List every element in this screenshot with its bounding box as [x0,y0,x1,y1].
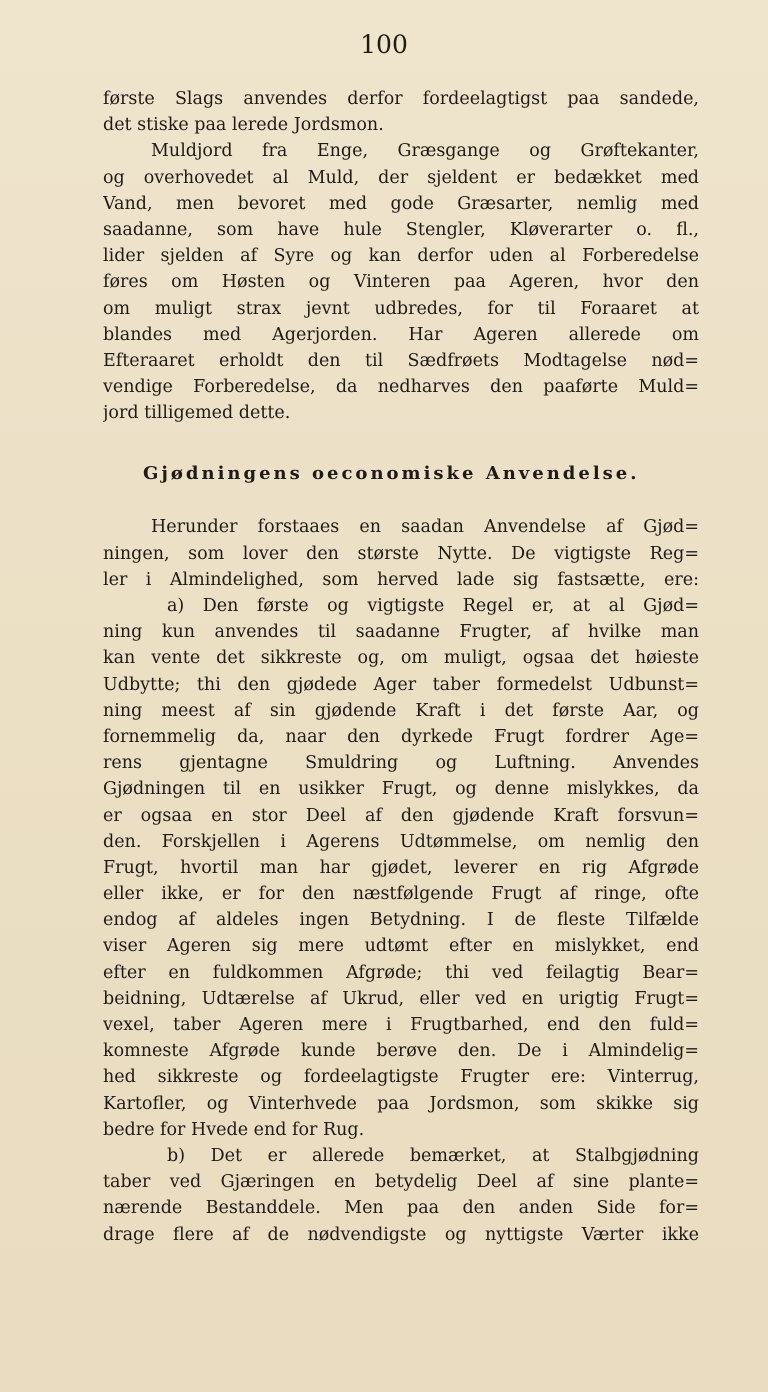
text-line: endog af aldeles ingen Betydning. I de fleste Tilfælde [103,910,699,931]
text-line: Herunder forstaaes en saadan Anvendelse af Gjød= [151,517,699,538]
text-line: viser Ageren sig mere udtømt efter en mislykket, end [103,936,699,957]
body-text [103,86,699,1248]
text-line: jord tilligemed dette. [103,403,291,424]
paragraph-rule-b [103,1143,699,1248]
text-line: ning meest af sin gjødende Kraft i det første Aar, og [103,700,699,721]
paragraph-herunder [103,514,699,593]
text-line: Kartofler, og Vinterhvede paa Jordsmon, som skikke sig [103,1093,699,1114]
paragraph-muldjord [103,138,699,426]
text-line: b) Det er allerede bemærket, at Stalbgjødning [167,1145,699,1166]
paragraph-rule-a [103,593,699,1143]
text-line: taber ved Gjæringen en betydelig Deel af sine plante= [103,1172,699,1193]
text-line: rens gjentagne Smuldring og Luftning. Anvendes [103,753,699,774]
text-line: efter en fuldkommen Afgrøde; thi ved feilagtig Bear= [103,962,699,983]
text-line: ningen, som lover den største Nytte. De vigtigste Reg= [103,543,699,564]
text-line: er ogsaa en stor Deel af den gjødende Kraft forsvun= [103,805,699,826]
text-line: ler i Almindelighed, som herved lade sig fastsætte, ere: [103,569,699,590]
text-line: fornemmelig da, naar den dyrkede Frugt fordrer Age= [103,726,699,747]
text-line: blandes med Agerjorden. Har Ageren allerede om [103,324,699,345]
text-line: Vand, men bevoret med gode Græsarter, nemlig med [103,193,699,214]
text-line: det stiske paa lerede Jordsmon. [103,115,384,136]
text-line: ning kun anvendes til saadanne Frugter, af hvilke man [103,622,699,643]
text-line: vexel, taber Ageren mere i Frugtbarhed, end den fuld= [103,1015,699,1035]
section-heading: Gjødningens oeconomiske Anvendelse. [143,463,640,485]
text-line: føres om Høsten og Vinteren paa Ageren, hvor den [103,272,699,293]
text-line: beidning, Udtærelse af Ukrud, eller ved en urigtig Frugt= [103,988,699,1009]
text-line: om muligt strax jevnt udbredes, for til Foraaret at [103,298,699,319]
text-line: komneste Afgrøde kunde berøve den. De i Almindelig= [103,1041,699,1062]
text-line: a) Den første og vigtigste Regel er, at al Gjød= [167,596,699,616]
text-line: lider sjelden af Syre og kan derfor uden al Forberedelse [103,246,699,267]
text-line: og overhovedet al Muld, der sjeldent er bedækket med [103,167,699,188]
text-line: Muldjord fra Enge, Græsgange og Grøftekanter, [151,141,699,162]
page-number: 100 [360,30,408,59]
text-line: den. Forskjellen i Agerens Udtømmelse, om nemlig den [103,831,699,852]
text-line: kan vente det sikkreste og, om muligt, ogsaa det høieste [103,648,699,669]
text-line: Frugt, hvortil man har gjødet, leverer en rig Afgrøde [103,857,699,878]
text-line: Efteraaret erholdt den til Sædfrøets Modtagelse nød= [103,350,699,371]
text-line: hed sikkreste og fordeelagtigste Frugter ere: Vinterrug, [103,1067,699,1088]
text-line: Gjødningen til en usikker Frugt, og denne mislykkes, da [103,779,699,800]
text-line: nærende Bestanddele. Men paa den anden Side for= [103,1198,699,1219]
text-line: Udbytte; thi den gjødede Ager taber formedelst Udbunst= [103,674,699,695]
text-line: saadanne, som have hule Stengler, Kløverarter o. fl., [103,219,699,240]
text-line: første Slags anvendes derfor fordeelagtigst paa sandede, [103,89,699,109]
paragraph-1 [103,86,699,138]
text-line: bedre for Hvede end for Rug. [103,1119,365,1140]
text-line: drage flere af de nødvendigste og nyttigste Værter ikke [103,1224,699,1245]
text-line: eller ikke, er for den næstfølgende Frugt af ringe, ofte [103,884,699,905]
text-line: vendige Forberedelse, da nedharves den paaførte Muld= [103,377,699,398]
